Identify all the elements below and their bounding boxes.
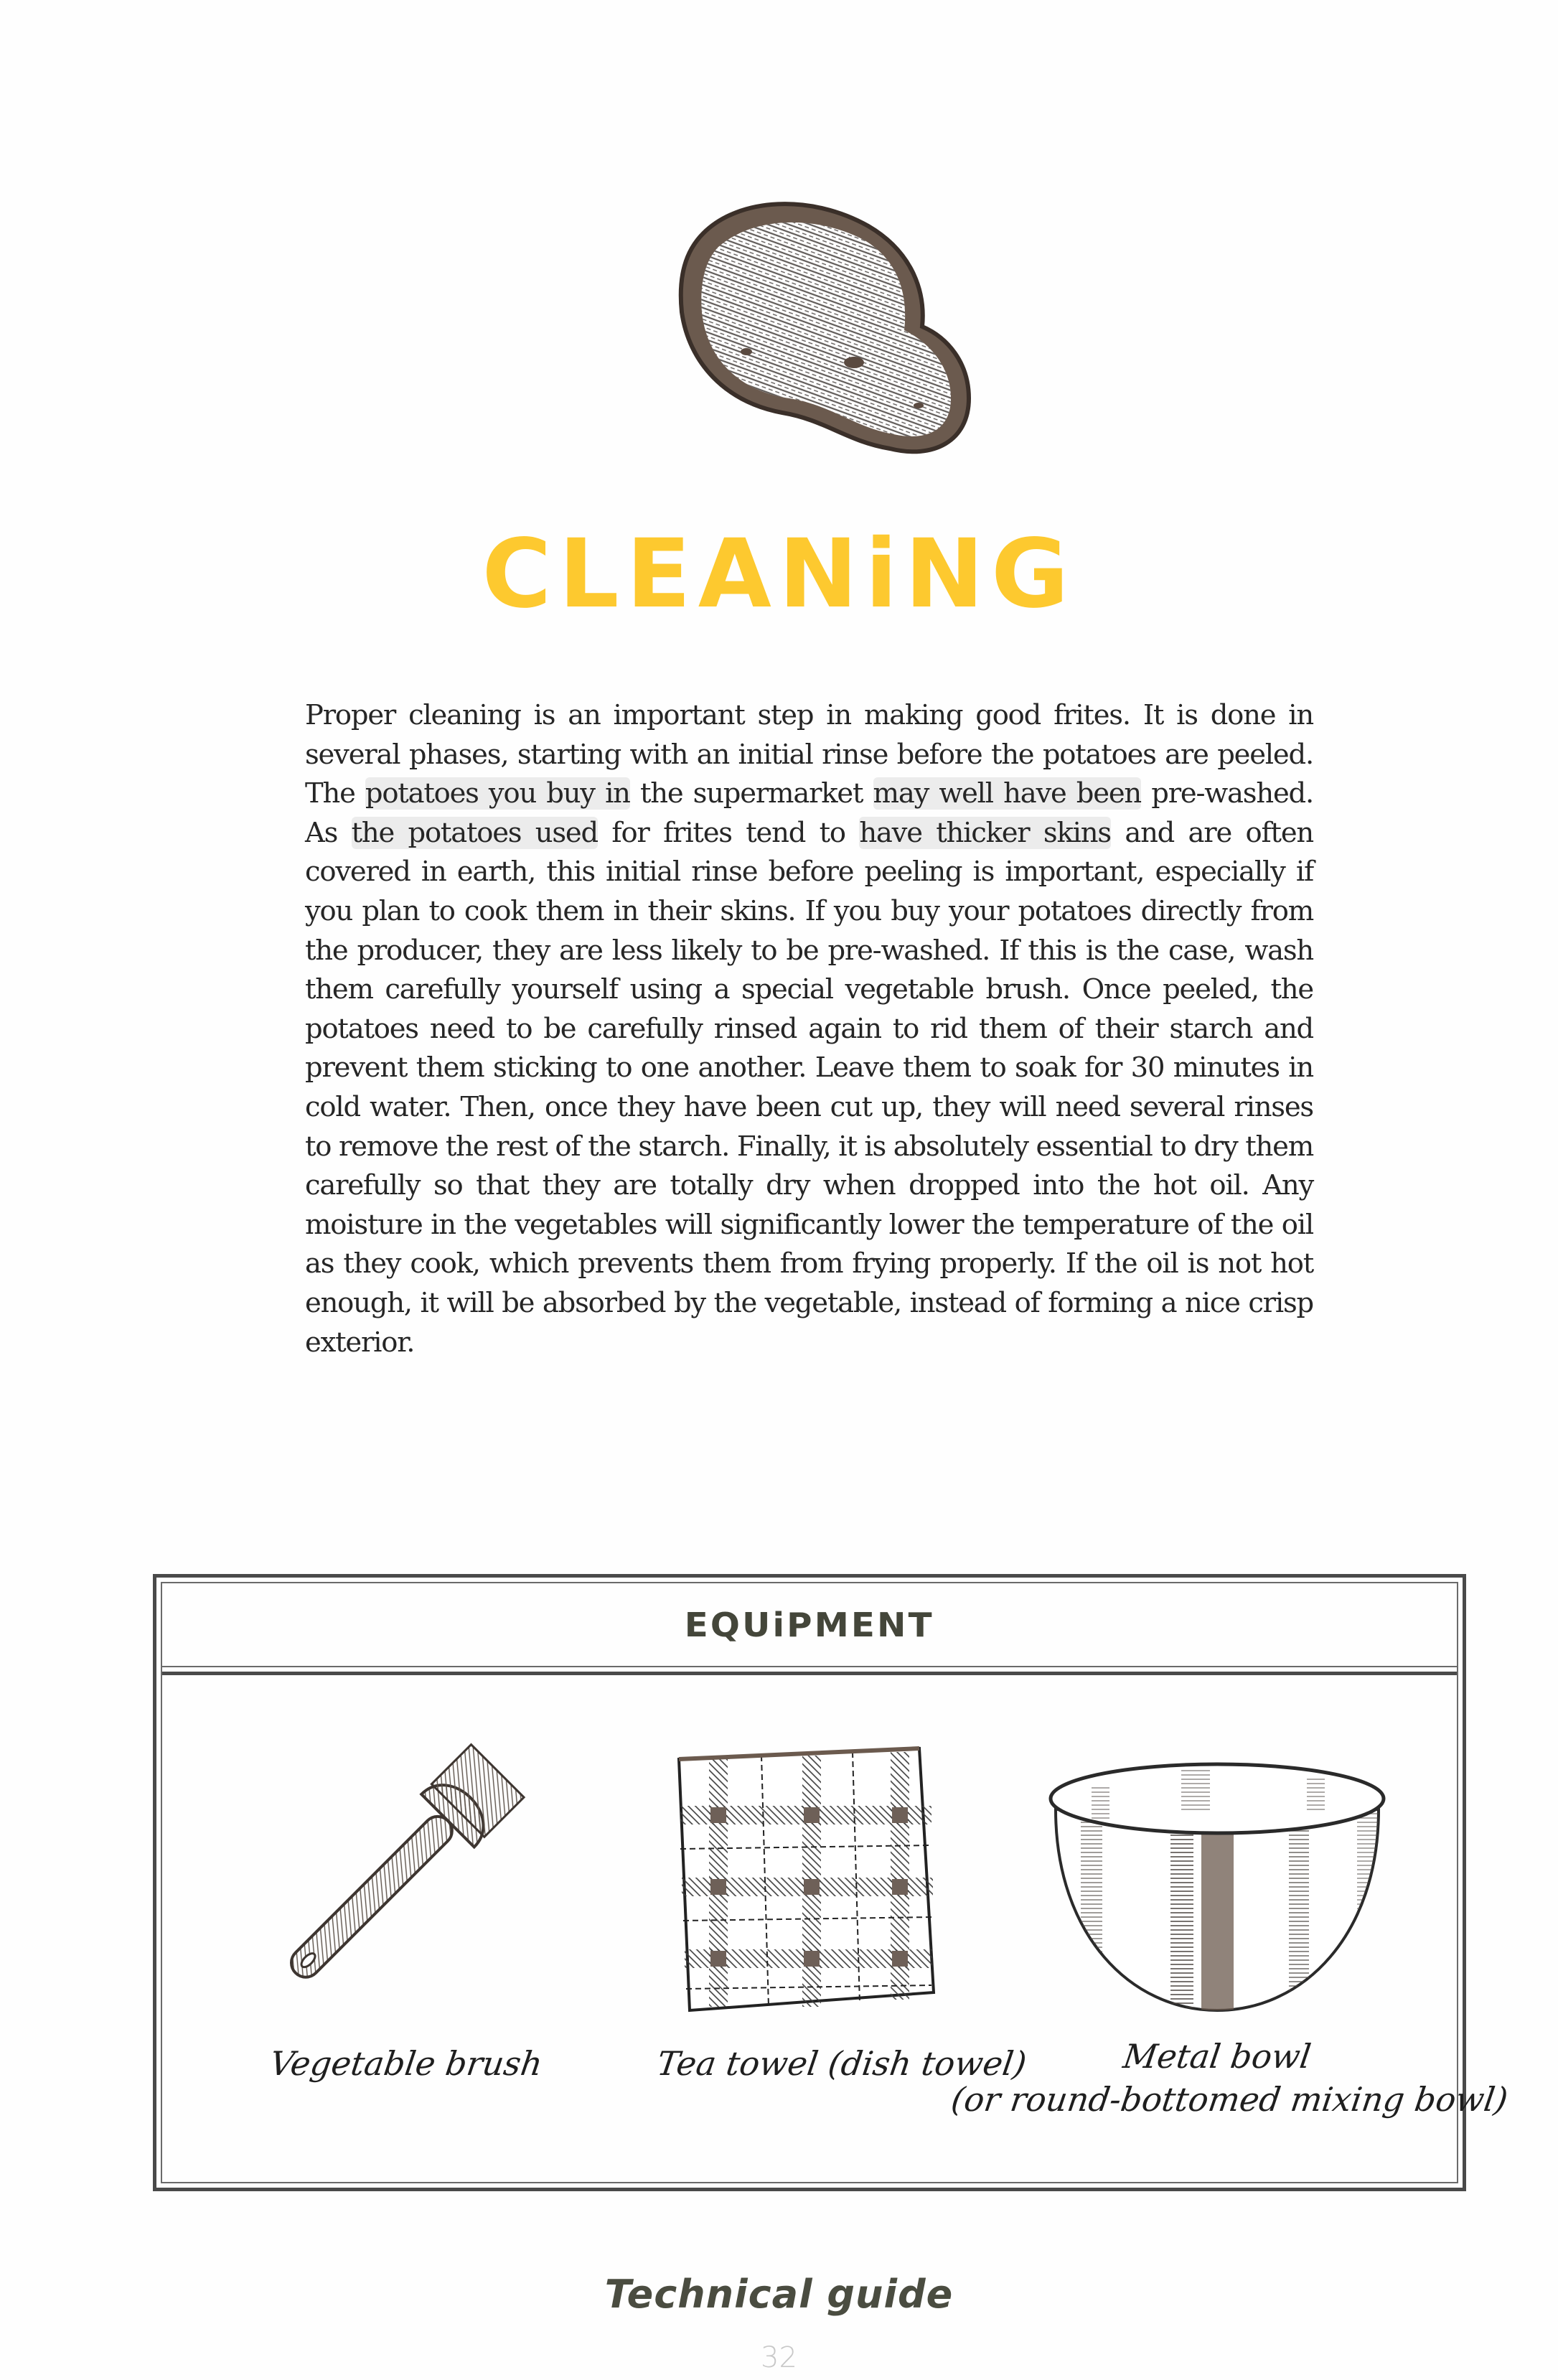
potato-illustration [660, 183, 976, 463]
metal-bowl-icon [1038, 1756, 1397, 2028]
equipment-box [153, 1574, 1511, 2191]
highlighted-text: may well have been [873, 777, 1142, 810]
tea-towel-icon [665, 1738, 952, 2025]
equipment-header [162, 1583, 1457, 1667]
highlighted-text: have thicker skins [859, 816, 1111, 849]
body-text-segment: the supermarket [629, 777, 873, 810]
body-text-segment: and are often covered in earth, this initial rinse before peeling is important, especially if you plan to cook them in their skins. If you buy your potatoes directly from the producer, they are less likely to be pre-washed. If this is the case, wash them carefully yourself using a special vegetable brush. Once peeled, the potatoes need to be carefully rinsed again to rid them of their starch and prevent them sticking to one another. Leave them to soak for 30 minutes in cold water. Then, once they have been cut up, they will need several rinses to remove the rest of the starch. Finally, it is absolutely essential to dry them carefully so that they are totally dry when dropped into the hot oil. Any moisture in the vegetables will significantly lower the temperature of the oil as they cook, which prevents them from frying properly. If the oil is not hot enough, it will be absorbed by the vegetable, instead of forming a nice crisp exterior. [305, 816, 1314, 1359]
page-number: 32 [761, 2341, 797, 2374]
metal-bowl-label: Metal bowl [1120, 2037, 1314, 2076]
body-text-segment: pre-washed. As [305, 777, 1314, 849]
tea-towel-label: Tea towel (dish towel) [654, 2044, 1029, 2083]
vegetable-brush-label: Vegetable brush [267, 2044, 545, 2083]
highlighted-text: the potatoes used [351, 816, 598, 849]
vegetable-brush-icon [255, 1720, 557, 2021]
equipment-box-inner-frame [161, 1582, 1511, 2183]
equipment-divider [162, 1672, 1457, 1675]
equipment-heading: EQUiPMENT [684, 1605, 935, 1644]
highlighted-text: potatoes you buy in [365, 777, 630, 810]
page-title: CLEANiNG [482, 519, 1076, 629]
body-text-segment: Proper cleaning is an important step in making good frites. It is done in several phases, starting with an initial rinse before the potatoes are peeled. The [305, 699, 1313, 810]
body-text-segment: for frites tend to [597, 816, 860, 849]
metal-bowl-label-alt: (or round-bottomed mixing bowl) [949, 2080, 1511, 2119]
body-paragraph [305, 696, 1313, 1362]
section-footer-title: Technical guide [604, 2272, 954, 2317]
